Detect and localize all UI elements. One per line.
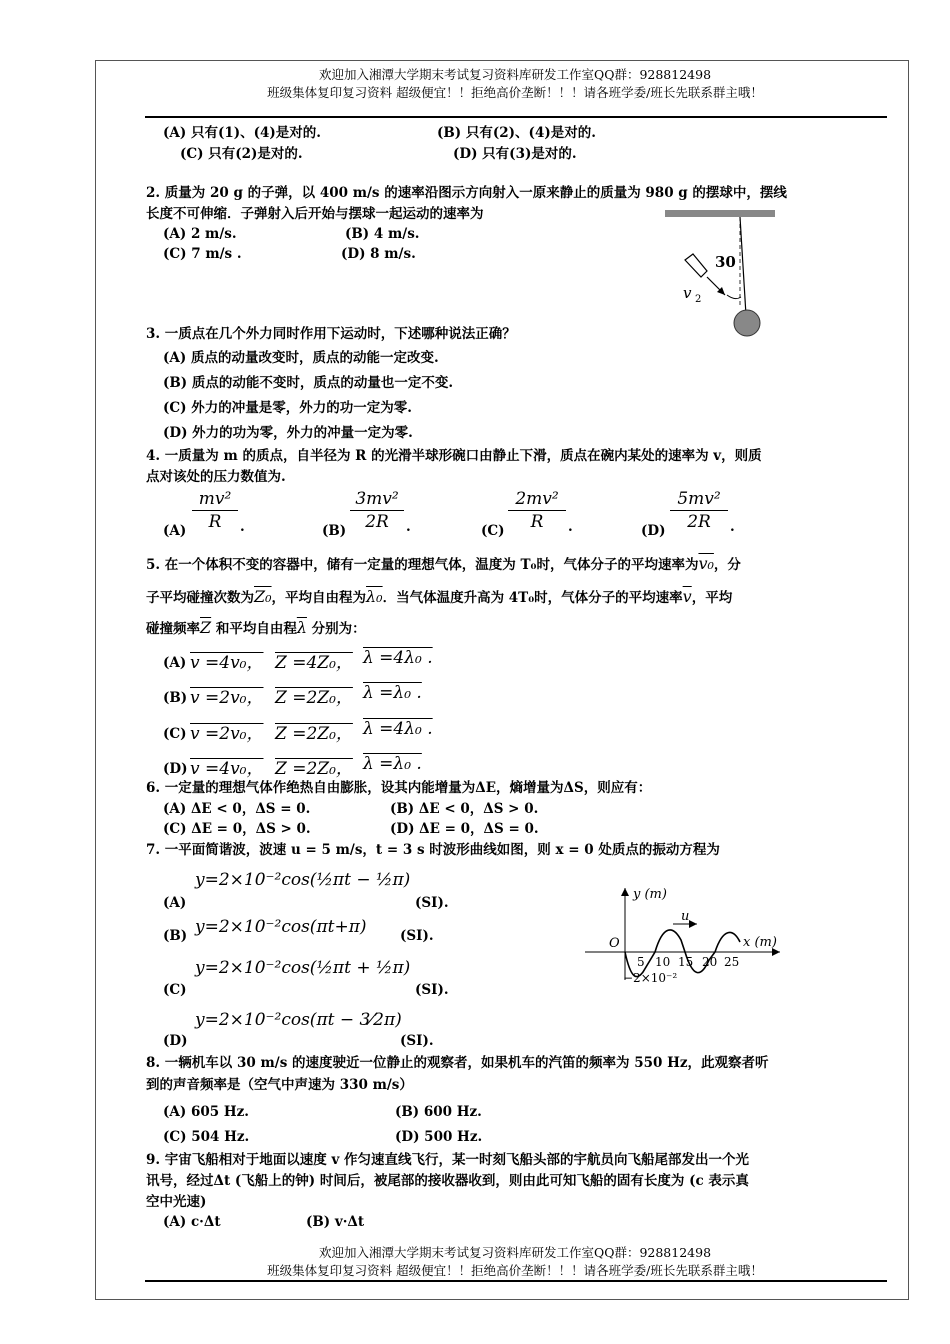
q7-option-c-equation: y=2×10⁻²cos(½πt + ½π) — [195, 958, 411, 978]
header-line-2: 班级集体复印复习资料 超级便宜！！拒绝高价垄断！！！请各班学委/班长先联系群主哦！ — [267, 85, 763, 100]
q3-stem: 3. 一质点在几个外力同时作用下运动时，下述哪种说法正确？ — [146, 326, 516, 342]
denominator: 2R — [687, 512, 711, 532]
q2-stem-2: 长度不可伸缩．子弹射入后开始与摆球一起运动的速率为 — [146, 206, 484, 222]
q8-option-b: (B) 600 Hz. — [395, 1104, 482, 1120]
q3-option-c: (C) 外力的冲量是零，外力的功一定为零. — [163, 400, 412, 416]
denominator: R — [208, 512, 222, 532]
q4-option-c-label: (C) — [481, 523, 505, 539]
tick-5: 5 — [637, 955, 645, 969]
q8-stem-1: 8. 一辆机车以 30 m/s 的速度驶近一位静止的观察者，如果机车的汽笛的频率为 550 Hz，此观察者听 — [146, 1055, 769, 1071]
velocity-label: v — [683, 284, 692, 302]
q4-option-b-fraction — [350, 488, 404, 533]
q5-option-d-v: v =4v₀， — [190, 759, 264, 779]
velocity-subscript: 2 — [695, 294, 702, 305]
pendulum-ball — [734, 310, 760, 336]
q5-v0-symbol: v₀ — [698, 554, 714, 573]
q5-option-d-lambda: λ =λ₀ . — [363, 754, 422, 774]
y-axis-label: y (m) — [633, 887, 667, 902]
q6-option-a: (A) ΔE < 0，ΔS = 0. — [163, 801, 311, 817]
q3-option-d: (D) 外力的功为零，外力的冲量一定为零. — [163, 425, 413, 441]
q1-option-d: (D) 只有(3)是对的. — [453, 146, 577, 162]
q7-option-b-unit: (SI). — [400, 928, 434, 944]
q5-option-a-v: v =4v₀， — [190, 653, 264, 673]
q5-option-c-z: Z =2Z₀， — [275, 724, 353, 744]
y-axis-arrow — [621, 888, 629, 896]
q9-option-a: (A) c·Δt — [163, 1214, 221, 1230]
q5-option-b-v: v =2v₀， — [190, 688, 264, 708]
q5-z0-symbol: Z₀ — [254, 587, 272, 606]
q4-option-a-end: . — [240, 519, 245, 535]
q5-option-d-label: (D) — [163, 761, 188, 777]
tick-10: 10 — [655, 955, 671, 969]
q5-option-c-lambda: λ =4λ₀ . — [363, 719, 433, 739]
q7-option-c-unit: (SI). — [415, 982, 449, 998]
q5-line-3a: 碰撞频率 — [146, 621, 200, 637]
tick-15: 15 — [678, 955, 694, 969]
q5-line-2 — [146, 588, 732, 607]
q4-option-c-end: . — [568, 519, 573, 535]
q5-option-c-v: v =2v₀， — [190, 724, 264, 744]
q2-option-a: (A) 2 m/s. — [163, 226, 237, 242]
q5-v-symbol: $\overline{v}$ — [682, 587, 692, 606]
origin-label: O — [609, 936, 620, 951]
denominator: 2R — [365, 512, 389, 532]
q6-option-c: (C) ΔE = 0，ΔS > 0. — [163, 821, 311, 837]
q5-line-2a: 子平均碰撞次数为 — [146, 590, 254, 606]
q5-option-a-label: (A) — [163, 655, 187, 671]
ceiling — [665, 210, 775, 217]
q7-option-a-equation: y=2×10⁻²cos(½πt − ½π) — [195, 870, 411, 890]
numerator: mv² — [192, 488, 238, 511]
q5-line-1 — [146, 555, 741, 574]
numerator: 2mv² — [508, 488, 566, 511]
q7-option-d-unit: (SI). — [400, 1033, 434, 1049]
q1-option-a: (A) 只有(1)、(4)是对的. — [163, 125, 321, 141]
q4-option-d-fraction — [670, 488, 728, 533]
header-rule — [145, 116, 887, 118]
q4-option-b-label: (B) — [322, 523, 347, 539]
header-line-1: 欢迎加入湘潭大学期末考试复习资料库研发工作室QQ群：928812498 — [318, 67, 712, 82]
q2-option-d: (D) 8 m/s. — [341, 246, 416, 262]
q5-line-3c: 分别为： — [306, 621, 366, 637]
q5-option-b-lambda: λ =λ₀ . — [363, 683, 422, 703]
q5-line-2d: ，平均 — [691, 590, 733, 606]
q8-option-a: (A) 605 Hz. — [163, 1104, 249, 1120]
numerator: 3mv² — [350, 488, 404, 511]
q5-option-b-label: (B) — [163, 690, 188, 706]
q5-line-3 — [146, 619, 366, 638]
q7-option-a-unit: (SI). — [415, 895, 449, 911]
u-label: u — [681, 909, 690, 924]
q5-option-a-z: Z =4Z₀， — [275, 653, 353, 673]
q5-lambda0-symbol: λ₀ — [366, 587, 383, 606]
pendulum-string — [740, 217, 746, 315]
amplitude-label: −2×10⁻² — [623, 971, 678, 985]
footer-line-2: 班级集体复印复习资料 超级便宜！！拒绝高价垄断！！！请各班学委/班长先联系群主哦！ — [267, 1263, 763, 1278]
q7-option-c-label: (C) — [163, 982, 187, 998]
q5-option-a-lambda: λ =4λ₀ . — [363, 648, 433, 668]
q7-option-a-label: (A) — [163, 895, 187, 911]
footer-rule — [145, 1280, 887, 1282]
q3-option-a: (A) 质点的动量改变时，质点的动能一定改变. — [163, 350, 439, 366]
q7-stem: 7. 一平面简谐波，波速 u = 5 m/s，t = 3 s 时波形曲线如图，则 x = 0 处质点的振动方程为 — [146, 842, 720, 858]
denominator: R — [530, 512, 544, 532]
q4-stem-2: 点对该处的压力数值为. — [146, 469, 286, 485]
q6-option-b: (B) ΔE < 0，ΔS > 0. — [390, 801, 539, 817]
q5-option-c-label: (C) — [163, 726, 187, 742]
q7-option-d-label: (D) — [163, 1033, 188, 1049]
q5-option-b-z: Z =2Z₀， — [275, 688, 353, 708]
footer-line-1: 欢迎加入湘潭大学期末考试复习资料库研发工作室QQ群：928812498 — [318, 1245, 712, 1260]
q2-option-c: (C) 7 m/s . — [163, 246, 242, 262]
q4-option-a-fraction — [192, 488, 238, 533]
q9-option-b: (B) v·Δt — [306, 1214, 365, 1230]
q5-z-symbol: $\overline{Z}$ — [200, 618, 212, 637]
q2-option-b: (B) 4 m/s. — [345, 226, 420, 242]
angle-arc — [727, 295, 741, 299]
q2-pendulum-figure — [665, 205, 780, 340]
q5-line-1-end: ，分 — [713, 557, 741, 573]
q1-option-b: (B) 只有(2)、(4)是对的. — [437, 125, 596, 141]
q6-option-d: (D) ΔE = 0，ΔS = 0. — [390, 821, 539, 837]
q7-option-d-equation: y=2×10⁻²cos(πt − 3⁄2π) — [195, 1010, 402, 1030]
q8-option-d: (D) 500 Hz. — [395, 1129, 483, 1145]
q5-line-2b: ，平均自由程为 — [271, 590, 367, 606]
q1-option-c: (C) 只有(2)是对的. — [180, 146, 303, 162]
q4-option-d-label: (D) — [641, 523, 666, 539]
q9-stem-2: 讯号，经过Δt (飞船上的钟) 时间后，被尾部的接收器收到，则由此可知飞船的固有长度为 (c 表示真 — [146, 1173, 749, 1189]
q6-stem: 6. 一定量的理想气体作绝热自由膨胀，设其内能增量为ΔE，熵增量为ΔS，则应有： — [146, 780, 652, 796]
wave-curve — [625, 930, 740, 977]
q8-option-c: (C) 504 Hz. — [163, 1129, 250, 1145]
q4-stem-1: 4. 一质量为 m 的质点，自半径为 R 的光滑半球形碗口由静止下滑，质点在碗内某处的速率为 v，则质 — [146, 448, 762, 464]
q5-lambda-symbol: $\overline{\lambda}$ — [296, 618, 307, 637]
q4-option-a-label: (A) — [163, 523, 187, 539]
q4-option-c-fraction — [508, 488, 566, 533]
q7-wave-figure — [585, 880, 785, 990]
q5-option-d-z: Z =2Z₀， — [275, 759, 353, 779]
x-axis-label: x (m) — [743, 935, 777, 950]
q7-option-b-label: (B) — [163, 928, 188, 944]
q9-stem-1: 9. 宇宙飞船相对于地面以速度 v 作匀速直线飞行，某一时刻飞船头部的宇航员向飞船尾部发出一个光 — [146, 1152, 750, 1168]
q2-stem-1: 2. 质量为 20 g 的子弹，以 400 m/s 的速率沿图示方向射入一原来静止的质量为 980 g 的摆球中，摆线 — [146, 185, 787, 201]
tick-20: 20 — [702, 955, 718, 969]
q9-stem-3: 空中光速) — [146, 1194, 207, 1210]
q5-line-3b: 和平均自由程 — [211, 621, 297, 637]
angle-label: 30 — [715, 253, 736, 271]
q3-option-b: (B) 质点的动能不变时，质点的动量也一定不变. — [163, 375, 454, 391]
numerator: 5mv² — [670, 488, 728, 511]
q4-option-d-end: . — [730, 519, 735, 535]
q5-line-2c: ．当气体温度升高为 4T₀时，气体分子的平均速率 — [382, 590, 683, 606]
velocity-arrow-head — [689, 920, 697, 928]
q8-stem-2: 到的声音频率是（空气中声速为 330 m/s） — [146, 1077, 413, 1093]
tick-25: 25 — [724, 955, 740, 969]
q5-line-1-text: 5. 在一个体积不变的容器中，储有一定量的理想气体，温度为 T₀时，气体分子的平均速率为 — [146, 557, 699, 573]
q4-option-b-end: . — [406, 519, 411, 535]
bullet — [685, 254, 707, 277]
q7-option-b-equation: y=2×10⁻²cos(πt+π) — [195, 917, 367, 937]
